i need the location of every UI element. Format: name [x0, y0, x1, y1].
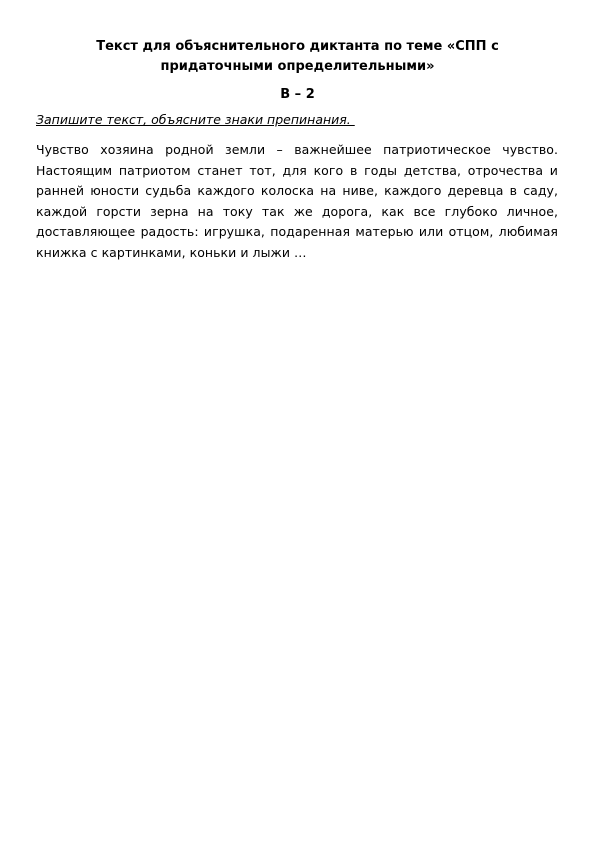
task-instruction: Запишите текст, объясните знаки препинания. [36, 112, 355, 127]
variant-label: В – 2 [280, 87, 315, 102]
dictation-text: Чувство хозяина родной земли – важнейшее патриотическое чувство. Настоящим патриотом станет тот, для кого в годы детства, отрочества и ранней юности судьба каждого колоска на ниве, каждого деревца в саду, каждой горсти зерна на току так же дорога, как все глубоко личное, доставляющее радость: игрушка, подаренная матерью или отцом, любимая книжка с картинками, коньки и лыжи … [36, 142, 558, 260]
document-title: Текст для объяснительного диктанта по теме «СПП с придаточными определительными» [96, 39, 499, 74]
